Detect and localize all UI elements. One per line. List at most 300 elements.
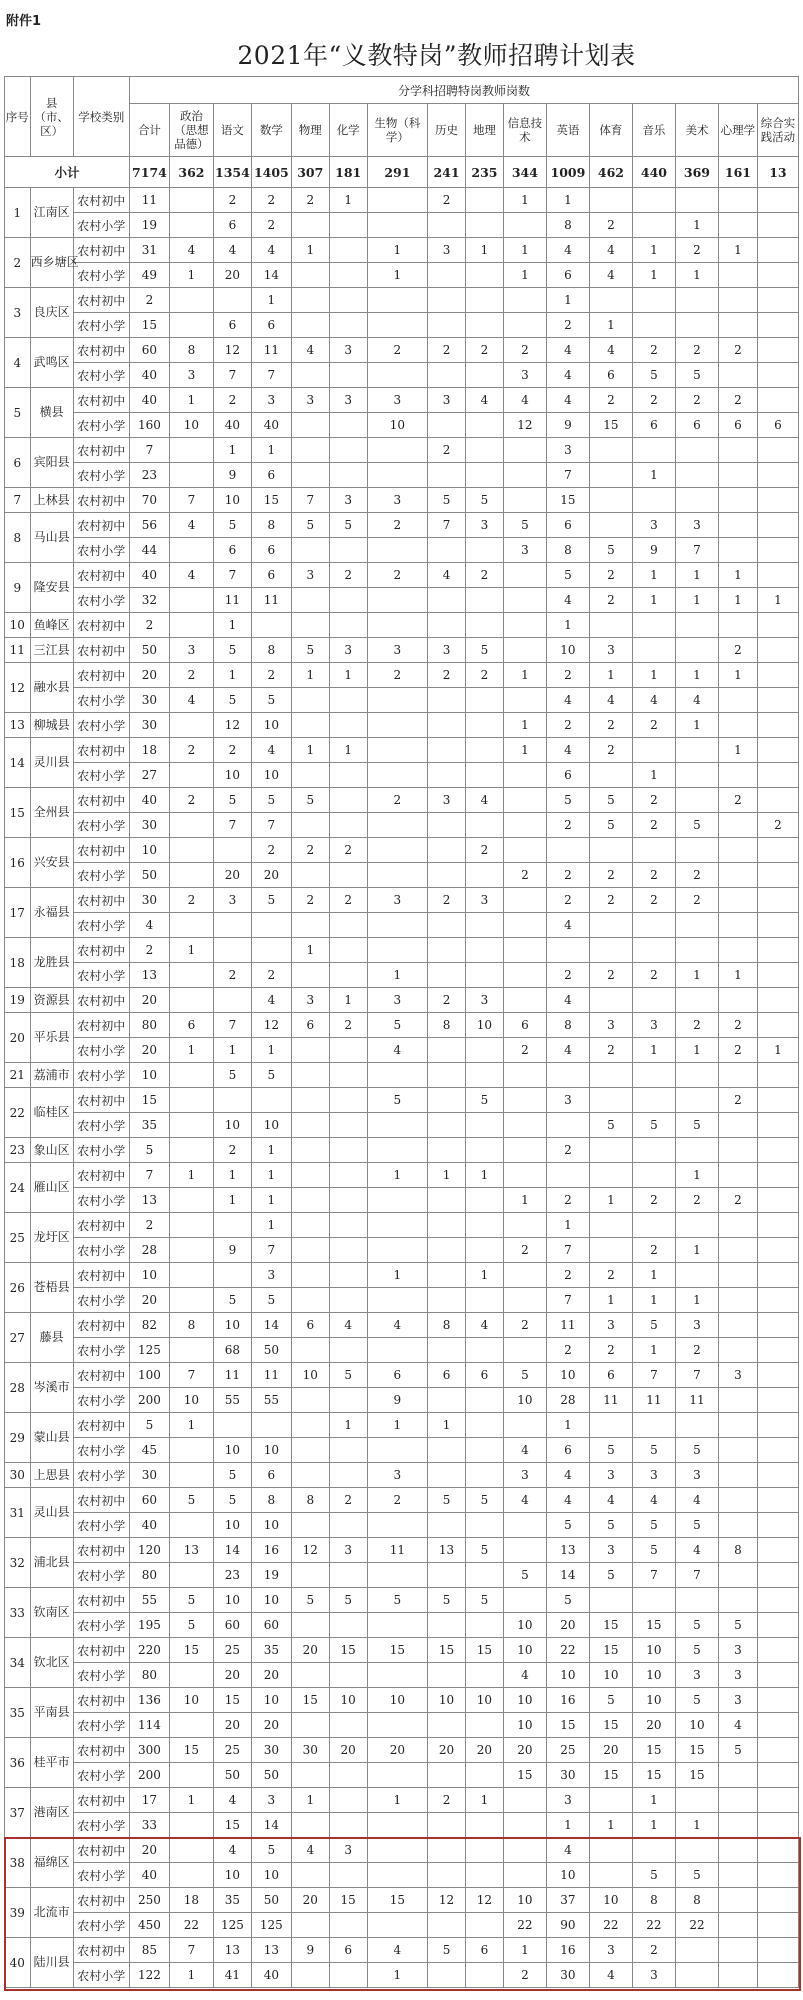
- value-cell: [291, 863, 329, 888]
- value-cell: 5: [589, 1688, 632, 1713]
- value-cell: 10: [251, 1863, 291, 1888]
- value-cell: [589, 463, 632, 488]
- value-cell: 2: [757, 813, 798, 838]
- value-cell: [169, 1138, 213, 1163]
- value-cell: 35: [213, 1888, 251, 1913]
- value-cell: 5: [632, 1538, 675, 1563]
- value-cell: 13: [251, 1938, 291, 1963]
- value-cell: 6: [329, 1938, 367, 1963]
- value-cell: 3: [589, 1013, 632, 1038]
- value-cell: 56: [129, 513, 169, 538]
- value-cell: 2: [213, 738, 251, 763]
- value-cell: 1: [632, 1288, 675, 1313]
- value-cell: 1: [213, 613, 251, 638]
- value-cell: [757, 213, 798, 238]
- value-cell: 15: [251, 488, 291, 513]
- value-cell: [428, 1813, 466, 1838]
- subtotal-label: 小计: [5, 157, 130, 188]
- value-cell: [291, 1213, 329, 1238]
- value-cell: [589, 513, 632, 538]
- value-cell: 10: [546, 1363, 589, 1388]
- value-cell: [503, 1838, 546, 1863]
- value-cell: [757, 363, 798, 388]
- value-cell: 5: [329, 1588, 367, 1613]
- value-cell: 220: [129, 1638, 169, 1663]
- value-cell: [329, 613, 367, 638]
- value-cell: [367, 813, 427, 838]
- value-cell: [465, 738, 503, 763]
- value-cell: 3: [718, 1638, 757, 1663]
- value-cell: 2: [329, 1013, 367, 1038]
- value-cell: [675, 313, 718, 338]
- value-cell: 5: [465, 1088, 503, 1113]
- row-number: 37: [5, 1788, 31, 1838]
- value-cell: 7: [675, 538, 718, 563]
- value-cell: 20: [251, 863, 291, 888]
- value-cell: 1: [367, 1963, 427, 1988]
- value-cell: [718, 1513, 757, 1538]
- value-cell: 25: [546, 1738, 589, 1763]
- value-cell: 2: [367, 338, 427, 363]
- subtotal-cell: 462: [589, 157, 632, 188]
- value-cell: [675, 938, 718, 963]
- value-cell: [503, 838, 546, 863]
- value-cell: [718, 1138, 757, 1163]
- table-row: [5, 563, 799, 588]
- value-cell: 4: [632, 688, 675, 713]
- table-row: [5, 1963, 799, 1988]
- value-cell: 2: [465, 663, 503, 688]
- value-cell: 10: [251, 1513, 291, 1538]
- row-number: 30: [5, 1463, 31, 1488]
- value-cell: 5: [632, 1313, 675, 1338]
- value-cell: 5: [169, 1613, 213, 1638]
- value-cell: 6: [675, 413, 718, 438]
- value-cell: 50: [251, 1338, 291, 1363]
- value-cell: 8: [428, 1013, 466, 1038]
- value-cell: 22: [675, 1913, 718, 1938]
- value-cell: [718, 363, 757, 388]
- value-cell: 2: [675, 1188, 718, 1213]
- school-type-cell: 农村小学: [73, 1963, 129, 1988]
- value-cell: 1: [213, 1038, 251, 1063]
- value-cell: 11: [632, 1388, 675, 1413]
- value-cell: 1: [291, 1788, 329, 1813]
- value-cell: 40: [129, 1863, 169, 1888]
- value-cell: 4: [428, 563, 466, 588]
- value-cell: [291, 438, 329, 463]
- value-cell: 5: [213, 513, 251, 538]
- row-number: 14: [5, 738, 31, 788]
- table-row: [5, 1288, 799, 1313]
- value-cell: [291, 963, 329, 988]
- value-cell: [428, 1338, 466, 1363]
- value-cell: 1: [213, 1163, 251, 1188]
- value-cell: 10: [503, 1388, 546, 1413]
- value-cell: 8: [428, 1313, 466, 1338]
- value-cell: [757, 763, 798, 788]
- value-cell: 1: [251, 1163, 291, 1188]
- value-cell: [632, 638, 675, 663]
- value-cell: [757, 688, 798, 713]
- value-cell: 15: [129, 1088, 169, 1113]
- value-cell: 3: [428, 638, 466, 663]
- value-cell: 10: [213, 1113, 251, 1138]
- value-cell: [757, 1888, 798, 1913]
- value-cell: 1: [169, 938, 213, 963]
- value-cell: [757, 188, 798, 213]
- subtotal-cell: 1405: [251, 157, 291, 188]
- value-cell: 4: [546, 588, 589, 613]
- value-cell: 4: [718, 1713, 757, 1738]
- value-cell: 1: [632, 1038, 675, 1063]
- header-subject: 信息技术: [503, 104, 546, 157]
- value-cell: 7: [213, 363, 251, 388]
- value-cell: 3: [718, 1663, 757, 1688]
- value-cell: 4: [213, 1788, 251, 1813]
- value-cell: 5: [632, 363, 675, 388]
- school-type-cell: 农村初中: [73, 838, 129, 863]
- value-cell: 2: [329, 888, 367, 913]
- value-cell: 1: [213, 438, 251, 463]
- value-cell: [675, 1088, 718, 1113]
- value-cell: [169, 1713, 213, 1738]
- value-cell: 5: [251, 1838, 291, 1863]
- school-type-cell: 农村小学: [73, 263, 129, 288]
- value-cell: [169, 988, 213, 1013]
- school-type-cell: 农村初中: [73, 488, 129, 513]
- value-cell: [757, 288, 798, 313]
- school-type-cell: 农村初中: [73, 563, 129, 588]
- value-cell: 1: [546, 613, 589, 638]
- value-cell: 5: [291, 1588, 329, 1613]
- value-cell: 2: [503, 1963, 546, 1988]
- value-cell: [367, 913, 427, 938]
- value-cell: 4: [291, 338, 329, 363]
- value-cell: 2: [589, 963, 632, 988]
- county-name: 福绵区: [30, 1838, 73, 1888]
- value-cell: [291, 1763, 329, 1788]
- value-cell: [465, 1763, 503, 1788]
- value-cell: 2: [213, 388, 251, 413]
- value-cell: 1: [757, 588, 798, 613]
- value-cell: [675, 188, 718, 213]
- value-cell: [675, 488, 718, 513]
- county-name: 港南区: [30, 1788, 73, 1838]
- school-type-cell: 农村小学: [73, 363, 129, 388]
- value-cell: 3: [718, 1688, 757, 1713]
- value-cell: [757, 1863, 798, 1888]
- county-name: 隆安县: [30, 563, 73, 613]
- value-cell: 5: [589, 1563, 632, 1588]
- value-cell: 2: [589, 888, 632, 913]
- school-type-cell: 农村小学: [73, 1388, 129, 1413]
- value-cell: [465, 1113, 503, 1138]
- value-cell: 1: [251, 288, 291, 313]
- value-cell: [465, 1463, 503, 1488]
- value-cell: [251, 938, 291, 963]
- value-cell: 1: [367, 1163, 427, 1188]
- value-cell: 1: [251, 1188, 291, 1213]
- value-cell: 3: [465, 513, 503, 538]
- header-subject: 心理学: [718, 104, 757, 157]
- value-cell: 2: [291, 188, 329, 213]
- value-cell: 1: [329, 663, 367, 688]
- value-cell: [428, 1713, 466, 1738]
- value-cell: [329, 1913, 367, 1938]
- value-cell: 5: [367, 1588, 427, 1613]
- value-cell: 2: [251, 188, 291, 213]
- value-cell: [589, 988, 632, 1013]
- value-cell: 60: [129, 338, 169, 363]
- value-cell: 2: [632, 1938, 675, 1963]
- school-type-cell: 农村小学: [73, 1138, 129, 1163]
- value-cell: 3: [169, 363, 213, 388]
- value-cell: [367, 713, 427, 738]
- school-type-cell: 农村初中: [73, 1263, 129, 1288]
- value-cell: [757, 713, 798, 738]
- value-cell: [367, 1438, 427, 1463]
- table-row: [5, 1638, 799, 1663]
- value-cell: [291, 713, 329, 738]
- value-cell: 3: [329, 388, 367, 413]
- value-cell: [329, 238, 367, 263]
- value-cell: 20: [503, 1738, 546, 1763]
- value-cell: 55: [129, 1588, 169, 1613]
- value-cell: 2: [251, 213, 291, 238]
- value-cell: [503, 688, 546, 713]
- value-cell: [428, 1088, 466, 1113]
- value-cell: [465, 1213, 503, 1238]
- value-cell: 2: [503, 1238, 546, 1263]
- recruitment-plan-table: [4, 76, 799, 1988]
- value-cell: 5: [329, 513, 367, 538]
- value-cell: 10: [632, 1688, 675, 1713]
- value-cell: 160: [129, 413, 169, 438]
- value-cell: 2: [169, 663, 213, 688]
- value-cell: [213, 1213, 251, 1238]
- value-cell: 20: [589, 1738, 632, 1763]
- value-cell: 3: [675, 1313, 718, 1338]
- county-name: 龙胜县: [30, 938, 73, 988]
- value-cell: 1: [589, 313, 632, 338]
- value-cell: 7: [169, 1938, 213, 1963]
- value-cell: 1: [367, 238, 427, 263]
- value-cell: [213, 1088, 251, 1113]
- value-cell: [465, 1863, 503, 1888]
- value-cell: 2: [213, 188, 251, 213]
- value-cell: 16: [546, 1938, 589, 1963]
- value-cell: [757, 488, 798, 513]
- school-type-cell: 农村初中: [73, 638, 129, 663]
- value-cell: 5: [329, 1363, 367, 1388]
- value-cell: 15: [503, 1763, 546, 1788]
- value-cell: 4: [367, 1313, 427, 1338]
- value-cell: 2: [718, 388, 757, 413]
- value-cell: [367, 1713, 427, 1738]
- value-cell: 6: [169, 1013, 213, 1038]
- value-cell: 10: [632, 1663, 675, 1688]
- value-cell: 40: [251, 1963, 291, 1988]
- value-cell: [367, 1838, 427, 1863]
- value-cell: 3: [428, 238, 466, 263]
- value-cell: 8: [169, 338, 213, 363]
- value-cell: 5: [213, 1463, 251, 1488]
- value-cell: [251, 913, 291, 938]
- value-cell: 6: [589, 1363, 632, 1388]
- subtotal-cell: 369: [675, 157, 718, 188]
- value-cell: [428, 1263, 466, 1288]
- value-cell: 15: [589, 1613, 632, 1638]
- value-cell: [428, 1913, 466, 1938]
- value-cell: 18: [169, 1888, 213, 1913]
- value-cell: [428, 1238, 466, 1263]
- value-cell: 10: [503, 1638, 546, 1663]
- value-cell: [589, 1213, 632, 1238]
- value-cell: 3: [428, 388, 466, 413]
- table-title-text: 2021年“义教特岗”教师招聘计划表: [237, 41, 636, 70]
- table-row: [5, 513, 799, 538]
- table-row: [5, 1913, 799, 1938]
- school-type-cell: 农村初中: [73, 1938, 129, 1963]
- value-cell: [757, 1513, 798, 1538]
- value-cell: [718, 1438, 757, 1463]
- value-cell: 13: [546, 1538, 589, 1563]
- value-cell: [718, 1938, 757, 1963]
- value-cell: [757, 1713, 798, 1738]
- value-cell: [169, 1113, 213, 1138]
- row-number: 13: [5, 713, 31, 738]
- value-cell: 15: [169, 1738, 213, 1763]
- value-cell: 1: [367, 263, 427, 288]
- value-cell: 1: [546, 188, 589, 213]
- value-cell: [503, 438, 546, 463]
- value-cell: 1: [718, 738, 757, 763]
- county-name: 西乡塘区: [30, 238, 73, 288]
- value-cell: 5: [675, 1863, 718, 1888]
- row-number: 4: [5, 338, 31, 388]
- value-cell: [291, 1113, 329, 1138]
- value-cell: 2: [632, 713, 675, 738]
- value-cell: 10: [675, 1713, 718, 1738]
- school-type-cell: 农村初中: [73, 388, 129, 413]
- school-type-cell: 农村初中: [73, 1838, 129, 1863]
- table-row: [5, 1538, 799, 1563]
- table-row: [5, 1138, 799, 1163]
- value-cell: 1: [465, 1263, 503, 1288]
- value-cell: 68: [213, 1338, 251, 1363]
- value-cell: [503, 913, 546, 938]
- value-cell: 41: [213, 1963, 251, 1988]
- value-cell: 3: [367, 888, 427, 913]
- value-cell: [329, 1213, 367, 1238]
- value-cell: [632, 838, 675, 863]
- value-cell: [632, 213, 675, 238]
- value-cell: 1: [503, 738, 546, 763]
- table-row: [5, 188, 799, 213]
- value-cell: 4: [251, 238, 291, 263]
- value-cell: 5: [428, 1488, 466, 1513]
- value-cell: 1: [632, 1788, 675, 1813]
- value-cell: [465, 763, 503, 788]
- value-cell: 125: [129, 1338, 169, 1363]
- value-cell: [589, 938, 632, 963]
- table-row: [5, 1663, 799, 1688]
- value-cell: [291, 813, 329, 838]
- value-cell: 4: [546, 338, 589, 363]
- value-cell: 5: [589, 788, 632, 813]
- value-cell: 9: [546, 413, 589, 438]
- value-cell: 6: [465, 1938, 503, 1963]
- value-cell: 3: [251, 1788, 291, 1813]
- value-cell: 12: [465, 1888, 503, 1913]
- value-cell: 37: [546, 1888, 589, 1913]
- value-cell: 22: [169, 1913, 213, 1938]
- value-cell: 80: [129, 1013, 169, 1038]
- value-cell: [291, 1913, 329, 1938]
- value-cell: [329, 813, 367, 838]
- value-cell: [329, 788, 367, 813]
- header-subject: 综合实践活动: [757, 104, 798, 157]
- value-cell: [757, 513, 798, 538]
- table-row: [5, 813, 799, 838]
- value-cell: [291, 1163, 329, 1188]
- value-cell: 2: [675, 863, 718, 888]
- value-cell: 1: [718, 963, 757, 988]
- value-cell: 20: [213, 863, 251, 888]
- row-number: 25: [5, 1213, 31, 1263]
- value-cell: 7: [251, 363, 291, 388]
- value-cell: 8: [251, 1488, 291, 1513]
- value-cell: 20: [213, 263, 251, 288]
- value-cell: 2: [251, 838, 291, 863]
- value-cell: 10: [589, 1663, 632, 1688]
- value-cell: 250: [129, 1888, 169, 1913]
- value-cell: 2: [546, 888, 589, 913]
- value-cell: [503, 1588, 546, 1613]
- value-cell: 10: [129, 838, 169, 863]
- value-cell: 12: [213, 338, 251, 363]
- value-cell: 25: [213, 1638, 251, 1663]
- value-cell: [757, 1288, 798, 1313]
- value-cell: [589, 613, 632, 638]
- value-cell: [329, 213, 367, 238]
- county-name: 永福县: [30, 888, 73, 938]
- school-type-cell: 农村小学: [73, 313, 129, 338]
- value-cell: 1: [503, 1188, 546, 1213]
- value-cell: 5: [546, 563, 589, 588]
- table-row: [5, 738, 799, 763]
- value-cell: 200: [129, 1763, 169, 1788]
- value-cell: 10: [169, 413, 213, 438]
- value-cell: [589, 1088, 632, 1113]
- value-cell: [428, 1438, 466, 1463]
- table-row: [5, 238, 799, 263]
- value-cell: [169, 1838, 213, 1863]
- value-cell: [428, 1963, 466, 1988]
- county-name: 资源县: [30, 988, 73, 1013]
- value-cell: [428, 413, 466, 438]
- county-name: 灵山县: [30, 1488, 73, 1538]
- value-cell: 1: [675, 1038, 718, 1063]
- value-cell: 14: [251, 263, 291, 288]
- value-cell: 10: [169, 1388, 213, 1413]
- value-cell: 6: [718, 413, 757, 438]
- value-cell: [757, 313, 798, 338]
- value-cell: [367, 838, 427, 863]
- value-cell: [465, 1713, 503, 1738]
- value-cell: [428, 688, 466, 713]
